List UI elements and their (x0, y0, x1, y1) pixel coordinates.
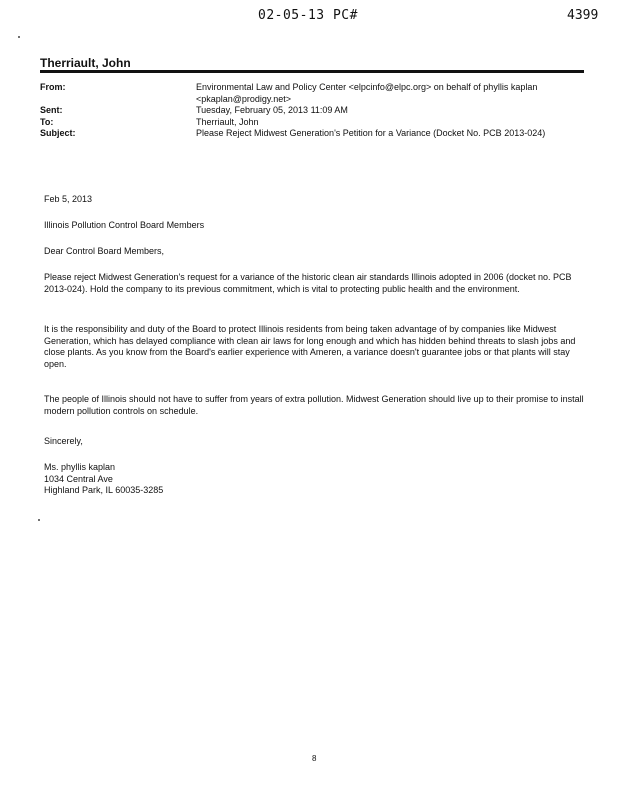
signature-city: Highland Park, IL 60035-3285 (44, 485, 164, 495)
signature-street: 1034 Central Ave (44, 473, 113, 484)
signature-name: Ms. phyllis kaplan (44, 462, 116, 472)
letter-paragraph: Please reject Midwest Generation's request for a variance of the historic clean air standards Illinois adopted in 2006 (docket no. PCB 2013-024). Hold the company to its previous commitment, which is vital to protecting public health and the environment. (44, 272, 572, 294)
letter-closing: Sincerely, (44, 436, 83, 446)
fax-stamp: 02-05-13 PC# (258, 8, 358, 23)
scan-speck (38, 519, 40, 521)
header-label-from: From: (40, 82, 66, 92)
header-label-to: To: (40, 116, 54, 127)
letter-paragraph: The people of Illinois should not have to suffer from years of extra pollution. Midwest Generation should live up to their promise to install modern pollution controls on schedule. (44, 394, 584, 416)
email-headers (40, 82, 590, 140)
header-row-sent (40, 105, 590, 117)
header-value-from: Environmental Law and Policy Center <elpcinfo@elpc.org> on behalf of phyllis kaplan <pkaplan@prodigy.net> (196, 82, 538, 104)
header-value-to: Therriault, John (196, 116, 259, 127)
header-row-to (40, 117, 590, 129)
page-number-bottom: 8 (312, 754, 317, 763)
page-number-top: 4399 (567, 8, 599, 23)
letter-date: Feb 5, 2013 (44, 194, 93, 204)
header-label-subject: Subject: (40, 128, 76, 138)
letter-recipient: Illinois Pollution Control Board Members (44, 220, 205, 230)
header-value-subject: Please Reject Midwest Generation's Petition for a Variance (Docket No. PCB 2013-024) (196, 128, 546, 138)
letter-paragraph: It is the responsibility and duty of the Board to protect Illinois residents from being taken advantage of by companies like Midwest Generation, which has delayed compliance with clean air laws for long enough and which has hidden behind threats to slash jobs and close plants. As you know from the Board's earlier experience with Ameren, a variance doesn't guarantee jobs or that plants will stay open. (44, 324, 576, 369)
letter-salutation: Dear Control Board Members, (44, 246, 165, 256)
header-label-sent: Sent: (40, 105, 63, 115)
header-row-from (40, 82, 590, 105)
signature-block (44, 462, 163, 497)
scan-speck (18, 36, 20, 38)
header-value-sent: Tuesday, February 05, 2013 11:09 AM (196, 105, 348, 115)
header-rule (40, 70, 584, 73)
sender-name: Therriault, John (40, 56, 131, 70)
header-row-subject (40, 128, 590, 140)
